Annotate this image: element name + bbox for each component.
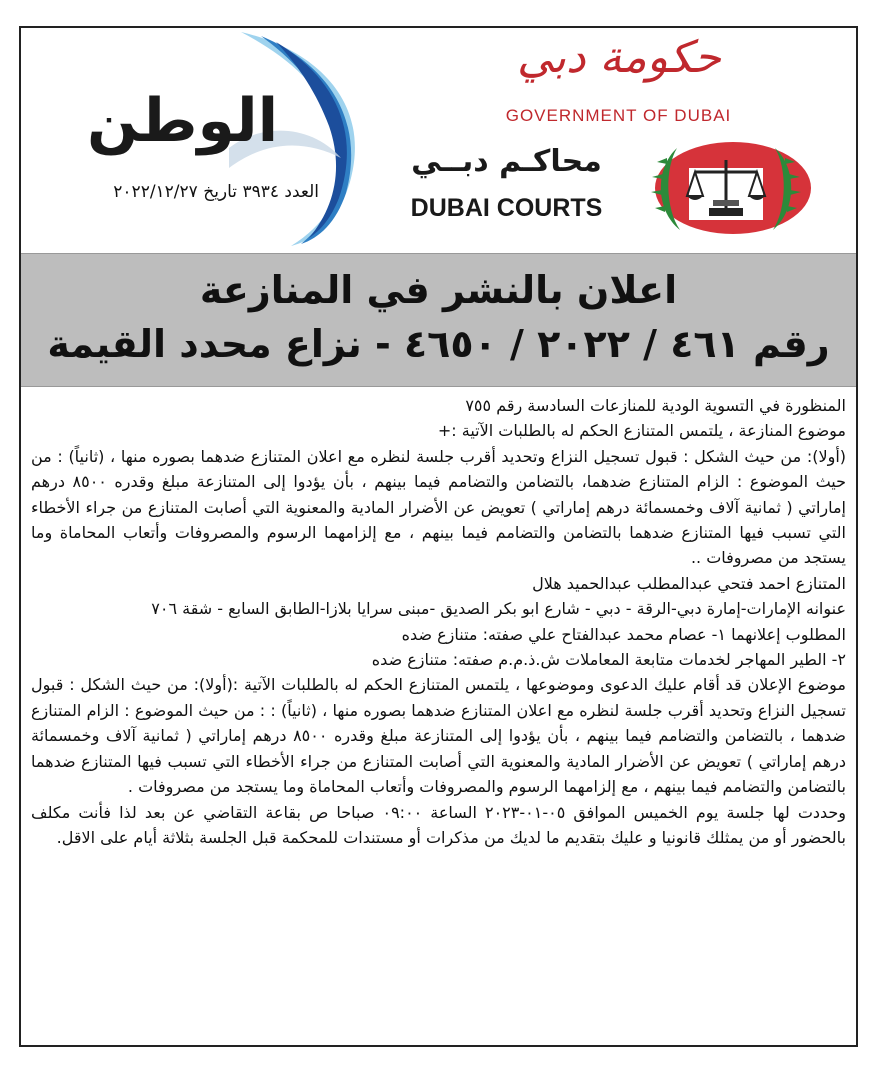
notice-title-band: [21, 253, 856, 387]
government-name-english: GOVERNMENT OF DUBAI: [505, 106, 732, 125]
notice-body: [31, 393, 846, 850]
body-paragraph: (أولا): من حيث الشكل : قبول تسجيل النزاع وتحديد أقرب جلسة لنظره مع اعلان المتنازع ضدهما بصوره منها ، (ثانياً) : من حيث الموضوع : الزام المتنازع ضدهما، بالتضامن والتضامم فيما بينهم ، بأن يؤدوا إلى المتنازعة مبلغ وقدره ٨٥٠٠ درهم إماراتي ( ثمانية آلاف وخمسمائة درهم إماراتي ) تعويض عن الأضرار المادية والمعنوية التي أصابت المتنازع من جراء الأخطاء التي تسبب فيها المتنازع ضدهما بالتضامن والتضامم فيما بينهم ، مع إلزامهما الرسوم والمصروفات وأتعاب المحاماة وما يستجد من مصروفات ..: [31, 446, 847, 568]
respondent-1: المطلوب إعلانهما ١- عصام محمد عبدالفتاح علي صفته: متنازع ضده: [401, 624, 846, 644]
issue-number-date: العدد ٣٩٣٤ تاريخ ٢٠٢٢/١٢/٢٧: [113, 182, 319, 202]
notice-header: [21, 28, 856, 251]
notice-frame: [19, 26, 858, 1047]
respondent-2: ٢- الطير المهاجر لخدمات متابعة المعاملات ش.ذ.م.م صفته: متنازع ضده: [371, 650, 846, 670]
body-paragraph: موضوع المنازعة ، يلتمس المتنازع الحكم له بالطلبات الآتية :+: [437, 421, 846, 441]
notice-title: اعلان بالنشر في المنازعة: [199, 268, 678, 312]
courts-name-english: DUBAI COURTS: [410, 194, 603, 222]
hearing-details: وحددت لها جلسة يوم الخميس الموافق ٠٥-٠١-٢٠٢٣ الساعة ٠٩:٠٠ صباحا ص بقاعة التقاضي عن بعد لذا فأنت مكلف بالحضور أو من يمثلك قانونيا و عليك بتقديم ما لديك من مذكرات أو مستندات للمحكمة قبل الجلسة بثلاثة أيام على الاقل.: [31, 802, 847, 847]
government-name-arabic: حكومة دبي: [517, 32, 721, 83]
body-paragraph: موضوع الإعلان قد أقام عليك الدعوى وموضوعها ، يلتمس المتنازع الحكم له بالطلبات الآتية :(أولا): من حيث الشكل : قبول تسجيل النزاع وتحديد أقرب جلسة لنظره مع اعلان المتنازع ضدهما بصوره منها ، (ثانياً) : : من حيث الموضوع : الزام المتنازع ضدهما ، بالتضامن والتضامم فيما بينهم ، بأن يؤدوا إلى المتنازعة مبلغ وقدره ٨٥٠٠ درهم إماراتي ( ثمانية آلاف وخمسمائة درهم إماراتي ) تعويض عن الأضرار المادية والمعنوية التي أصابت المتنازع من جراء الأخطاء التي تسبب فيها المتنازع ضدهما بالتضامن والتضامم فيما بينهم ، مع إلزامهما الرسوم والمصروفات وأتعاب المحاماة وما يستجد من مصروفات .: [31, 675, 847, 797]
newspaper-name: الوطن: [87, 86, 279, 156]
claimant-name: المتنازع احمد فتحي عبدالمطلب عبدالحميد هلال: [532, 573, 846, 593]
courts-name-arabic: محاكـم دبــي: [411, 144, 602, 179]
claimant-address: عنوانه الإمارات-إمارة دبي-الرقة - دبي - شارع ابو بكر الصديق -مبنى سرايا بلازا-الطابق السابع - شقة ٧٠٦: [151, 599, 846, 619]
body-paragraph: المنظورة في التسوية الودية للمنازعات السادسة رقم ٧٥٥: [465, 396, 846, 415]
dubai-courts-scales-emblem-icon: [625, 138, 815, 238]
dispute-number: رقم ٤٦١ / ٢٠٢٢ / ٤٦٥٠ - نزاع محدد القيمة: [47, 322, 830, 366]
